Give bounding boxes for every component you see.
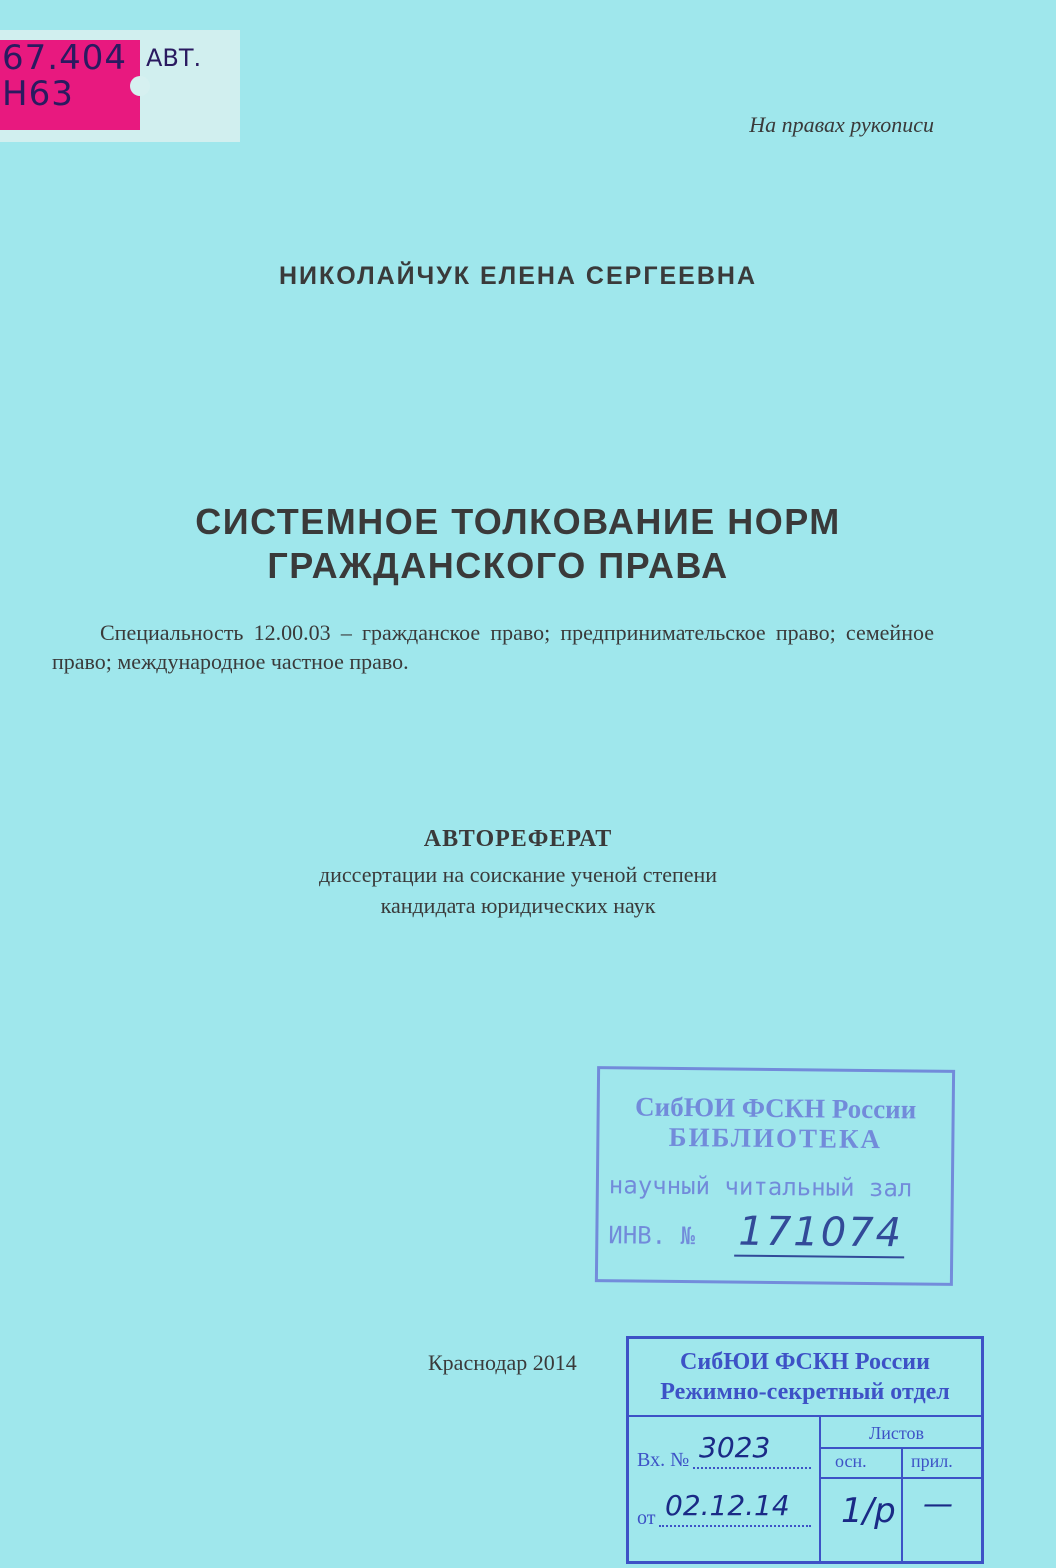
registry-column-divider xyxy=(819,1415,821,1561)
inventory-number: 171074 xyxy=(738,1208,904,1257)
registry-sheets-divider xyxy=(819,1447,981,1449)
incoming-label: Вх. № xyxy=(637,1449,690,1471)
library-stamp-line-3: научный читальный зал xyxy=(608,1171,913,1203)
inventory-underline xyxy=(734,1255,904,1259)
date-underline xyxy=(659,1525,811,1527)
author-name: НИКОЛАЙЧУК ЕЛЕНА СЕРГЕЕВНА xyxy=(278,262,758,290)
library-stamp xyxy=(595,1066,955,1286)
thesis-title-line-2: ГРАЖДАНСКОГО ПРАВА xyxy=(267,545,729,586)
sheets-attach-value: — xyxy=(923,1487,953,1522)
registry-subcolumn-divider xyxy=(901,1447,903,1561)
abstract-heading: АВТОРЕФЕРАТ xyxy=(423,826,613,852)
city-year: Краснодар 2014 xyxy=(428,1350,577,1375)
library-stamp-line-2: БИБЛИОТЕКА xyxy=(668,1121,883,1155)
sheets-label: Листов xyxy=(869,1423,924,1443)
library-stamp-line-1: СибЮИ ФСКН России xyxy=(634,1091,917,1125)
registry-stamp-line-2: Режимно-секретный отдел xyxy=(660,1379,950,1405)
registry-stamp xyxy=(626,1336,984,1564)
registry-divider xyxy=(629,1415,981,1417)
inventory-label: ИНВ. № xyxy=(608,1221,696,1251)
specialty-text: Специальность 12.00.03 – гражданское право; предпринимательское право; семейное право; международное частное право. xyxy=(52,620,934,674)
abstract-line-2: кандидата юридических наук xyxy=(380,893,656,918)
incoming-date: 02.12.14 xyxy=(665,1489,790,1522)
thesis-title-line-1: СИСТЕМНОЕ ТОЛКОВАНИЕ НОРМ xyxy=(195,501,841,542)
registry-stamp-line-1: СибЮИ ФСКН России xyxy=(680,1349,930,1375)
abstract-line-1: диссертации на соискание ученой степени xyxy=(318,862,718,887)
sheets-main-value: 1/р xyxy=(841,1491,896,1531)
incoming-number-underline xyxy=(693,1467,811,1469)
incoming-number: 3023 xyxy=(699,1431,771,1464)
shelf-code: 67.404 Н63 xyxy=(2,38,127,114)
shelf-code-suffix: АВТ. xyxy=(146,44,202,72)
sheets-attach-label: прил. xyxy=(911,1451,953,1471)
thesis-title xyxy=(0,500,1036,588)
manuscript-note: На правах рукописи xyxy=(749,112,934,137)
sheets-main-label: осн. xyxy=(835,1451,867,1471)
registry-subheader-divider xyxy=(819,1477,981,1479)
from-date-label: от xyxy=(637,1507,656,1529)
